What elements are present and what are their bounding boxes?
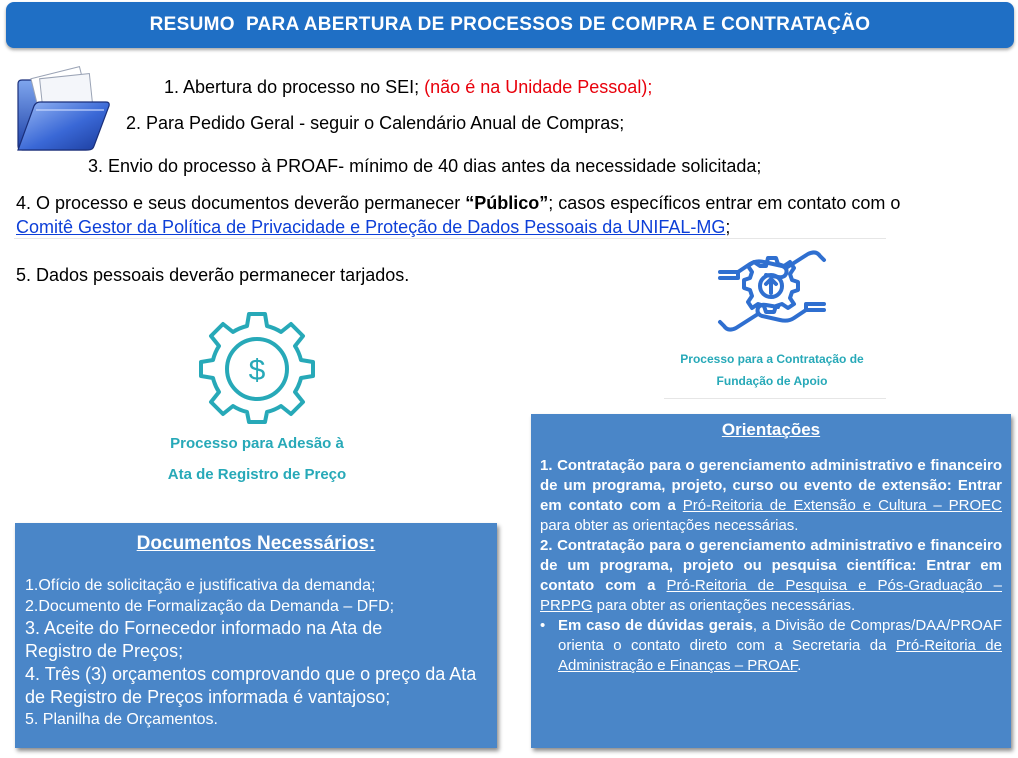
- step-5: 5. Dados pessoais deverão permanecer tarjados.: [16, 265, 410, 285]
- step-2: 2. Para Pedido Geral - seguir o Calendário Anual de Compras;: [126, 113, 625, 133]
- orientacoes-title: Orientações: [721, 420, 821, 439]
- fundacao-caption-1: Processo para a Contratação de: [680, 352, 864, 366]
- documento-item: 1.Ofício de solicitação e justificativa da demanda;: [25, 577, 376, 594]
- logo-divider: [664, 398, 886, 399]
- orientacao-1-end: para obter as orientações necessárias.: [540, 517, 799, 534]
- adesao-caption-1: Processo para Adesão à: [170, 435, 344, 452]
- page-title: RESUMO PARA ABERTURA DE PROCESSOS DE COMPRA E CONTRATAÇÃO: [6, 2, 1014, 48]
- orientacao-1: [540, 456, 1002, 536]
- orientacao-2-text: 2. Contratação para o gerenciamento administrativo e financeiro de um programa, projeto ou pesquisa científica: Entrar em contato com a: [540, 537, 1002, 594]
- orientacao-2: [540, 536, 1002, 616]
- documento-item: 2.Documento de Formalização da Demanda – DFD;: [25, 598, 395, 615]
- documento-item: 4. Três (3) orçamentos comprovando que o preço da Ata de Registro de Preços informada é vantajoso;: [25, 664, 477, 707]
- divider: [14, 238, 886, 239]
- orientacao-2-end: para obter as orientações necessárias.: [592, 597, 856, 614]
- orientacao-3-text: , a Divisão de Compras/DAA/PROAF orienta o contato direto com a Secretaria da: [558, 617, 1002, 654]
- orientacoes-box: [531, 414, 1011, 748]
- folder-icon: [14, 66, 112, 152]
- step-3: 3. Envio do processo à PROAF- mínimo de 40 dias antes da necessidade solicitada;: [88, 156, 762, 176]
- orientacao-3-bold: Em caso de dúvidas gerais: [558, 617, 753, 634]
- hands-gear-icon: [716, 244, 828, 340]
- step-4-text-b: ; casos específicos entrar em contato com o: [548, 193, 901, 213]
- documentos-box: [15, 523, 497, 748]
- step-1-text: 1. Abertura do processo no SEI;: [164, 77, 425, 97]
- step-1: [164, 76, 652, 98]
- orientacao-1-text: 1. Contratação para o gerenciamento administrativo e financeiro de um programa, projeto, curso ou evento de extensão: Entrar em contato com a: [540, 457, 1002, 514]
- fundacao-caption-2: Fundação de Apoio: [716, 374, 828, 388]
- prppg-link[interactable]: Pró-Reitoria de Pesquisa e Pós-Graduação – PRPPG: [540, 577, 1002, 614]
- step-1-warning: não é na Unidade Pessoal: [430, 77, 642, 97]
- step-4-public: “Público”: [465, 193, 549, 213]
- comite-link[interactable]: Comitê Gestor da Política de Privacidade e Proteção de Dados Pessoais da UNIFAL-MG: [16, 217, 726, 237]
- step-1-paren-close: );: [641, 77, 653, 97]
- orientacao-3: [540, 616, 1002, 676]
- orientacao-3-end: .: [797, 657, 802, 674]
- bullet-icon: •: [540, 617, 546, 634]
- gear-dollar-icon: [197, 310, 317, 426]
- documentos-title: Documentos Necessários:: [136, 533, 376, 554]
- proec-link[interactable]: Pró-Reitoria de Extensão e Cultura – PROEC: [682, 497, 1002, 514]
- proaf-link[interactable]: Pró-Reitoria de Administração e Finanças – PROAF: [558, 637, 1002, 674]
- step-4-cont: [16, 216, 730, 238]
- step-4-text: 4. O processo e seus documentos deverão permanecer: [16, 193, 466, 213]
- documento-item: 5. Planilha de Orçamentos.: [25, 711, 218, 728]
- step-4: [16, 192, 900, 214]
- documento-item: 3. Aceite do Fornecedor informado na Ata de Registro de Preços;: [25, 618, 383, 661]
- adesao-caption-2: Ata de Registro de Preço: [167, 466, 347, 483]
- step-1-paren-open: (: [424, 77, 431, 97]
- step-4-end: ;: [725, 217, 731, 237]
- dollar-symbol: $: [248, 354, 266, 387]
